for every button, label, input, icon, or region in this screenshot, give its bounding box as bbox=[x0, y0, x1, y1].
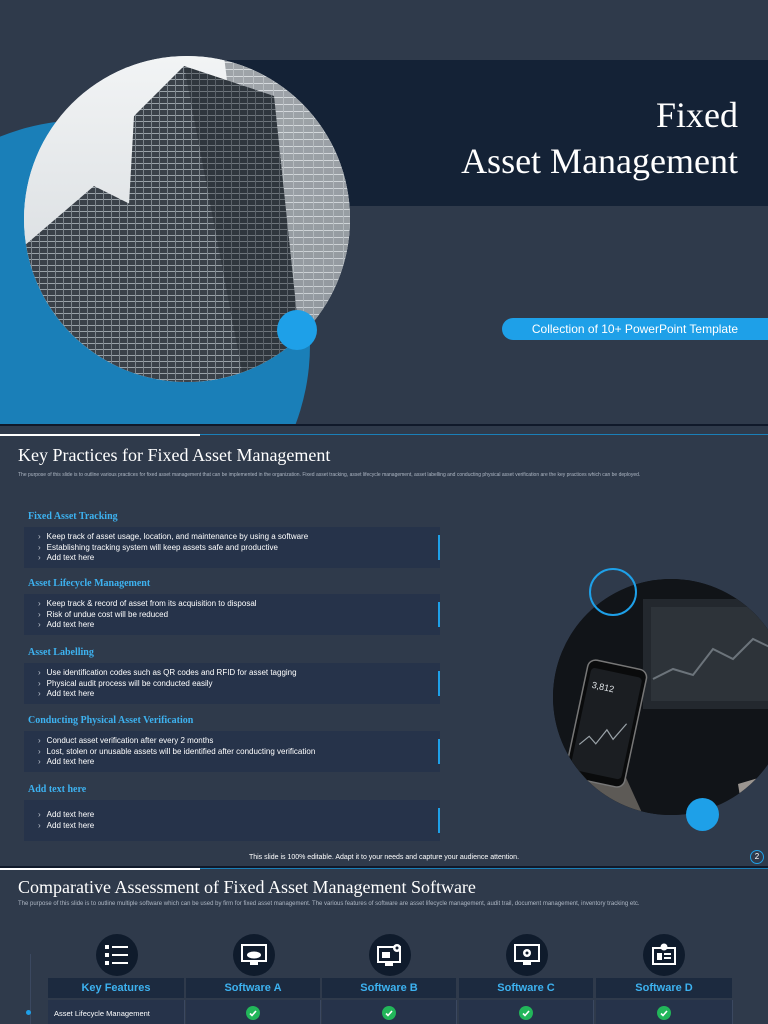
section-box bbox=[24, 800, 440, 841]
table-cell bbox=[596, 1000, 733, 1024]
practice-section bbox=[24, 784, 440, 841]
practice-section bbox=[24, 715, 440, 772]
document-management-icon bbox=[643, 934, 685, 976]
comparative-assessment-slide bbox=[0, 868, 768, 1024]
slide-subtitle: The purpose of this slide is to outline various practices for fixed asset management that can be implemented in the organization. Fixed asset tracking, asset lifecycle management, asset labelling and conducting physical asset verification are the key practices which can be deployed. bbox=[18, 472, 641, 478]
bullet-item: › Keep track & record of asset from its acquisition to disposal bbox=[38, 599, 257, 608]
bullet-item: › Add text here bbox=[38, 620, 95, 629]
bullet-item: › Risk of undue cost will be reduced bbox=[38, 609, 169, 619]
bullet-item: › Keep track of asset usage, location, and maintenance by using a software bbox=[38, 532, 309, 541]
section-heading: Asset Lifecycle Management bbox=[28, 578, 151, 589]
section-heading: Conducting Physical Asset Verification bbox=[28, 715, 194, 726]
section-heading: Asset Labelling bbox=[28, 647, 94, 658]
title-accent-line bbox=[0, 434, 200, 436]
column-header-software-b: Software B bbox=[322, 978, 456, 998]
phone-screen-value: 3,812 bbox=[590, 679, 616, 695]
key-practices-slide bbox=[0, 426, 768, 866]
bullet-item: › Conduct asset verification after every 2 months bbox=[38, 736, 214, 745]
row-marker bbox=[26, 1010, 31, 1015]
table-cell bbox=[459, 1000, 594, 1024]
section-heading: Add text here bbox=[28, 784, 87, 795]
bullet-item: › Add text here bbox=[38, 820, 95, 830]
title-rule bbox=[200, 868, 768, 869]
section-box bbox=[24, 527, 440, 568]
gear-monitor-icon bbox=[369, 934, 411, 976]
slide-title: Fixed Asset Management bbox=[461, 95, 738, 181]
column-header-software-d: Software D bbox=[596, 978, 732, 998]
page-number: 2 bbox=[750, 850, 764, 864]
bullet-item: › Add text here bbox=[38, 689, 95, 698]
section-box bbox=[24, 663, 440, 704]
practice-section bbox=[24, 578, 440, 635]
bullet-item: › Add text here bbox=[38, 810, 95, 819]
slide-subtitle: The purpose of this slide is to outline multiple software which can be used by firm for fixed asset management. The various features of software are asset lifecycle management, audit trail, document management, inventory tracking etc. bbox=[18, 901, 640, 907]
cloud-monitor-icon bbox=[233, 934, 275, 976]
bullet-item: › Add text here bbox=[38, 757, 95, 766]
section-heading: Fixed Asset Tracking bbox=[28, 511, 118, 522]
slide-title: Key Practices for Fixed Asset Management bbox=[18, 445, 331, 465]
title-accent-line bbox=[0, 868, 200, 870]
phone-photo bbox=[553, 579, 768, 815]
feature-label: Asset Lifecycle Management bbox=[54, 1009, 150, 1018]
table-cell bbox=[186, 1000, 321, 1024]
bullet-item: › Add text here bbox=[38, 553, 95, 562]
section-box bbox=[24, 731, 440, 772]
monitor-settings-icon bbox=[506, 934, 548, 976]
check-icon bbox=[246, 1006, 260, 1020]
check-icon bbox=[382, 1006, 396, 1020]
title-slide bbox=[0, 0, 768, 424]
decorative-dot bbox=[686, 798, 719, 831]
bullet-item: › Use identification codes such as QR codes and RFID for asset tagging bbox=[38, 668, 297, 677]
practice-section bbox=[24, 647, 440, 704]
column-header-software-a: Software A bbox=[186, 978, 320, 998]
decorative-dot bbox=[277, 310, 317, 350]
table-cell bbox=[322, 1000, 457, 1024]
decorative-ring bbox=[589, 568, 637, 616]
bullet-item: › Lost, stolen or unusable assets will be identified after conducting verification bbox=[38, 746, 316, 756]
practice-section bbox=[24, 511, 440, 568]
check-icon bbox=[519, 1006, 533, 1020]
slide-footer: This slide is 100% editable. Adapt it to your needs and capture your audience attention. bbox=[248, 854, 520, 861]
bullet-item: › Physical audit process will be conducted easily bbox=[38, 678, 213, 688]
features-list-icon bbox=[96, 934, 138, 976]
bullet-item: › Establishing tracking system will keep assets safe and productive bbox=[38, 542, 278, 552]
section-box bbox=[24, 594, 440, 635]
column-header-key-features: Key Features bbox=[48, 978, 184, 998]
subtitle-pill: Collection of 10+ PowerPoint Template bbox=[502, 318, 768, 340]
title-rule bbox=[200, 434, 768, 435]
column-header-software-c: Software C bbox=[459, 978, 593, 998]
check-icon bbox=[657, 1006, 671, 1020]
slide-title: Comparative Assessment of Fixed Asset Management Software bbox=[18, 877, 476, 897]
